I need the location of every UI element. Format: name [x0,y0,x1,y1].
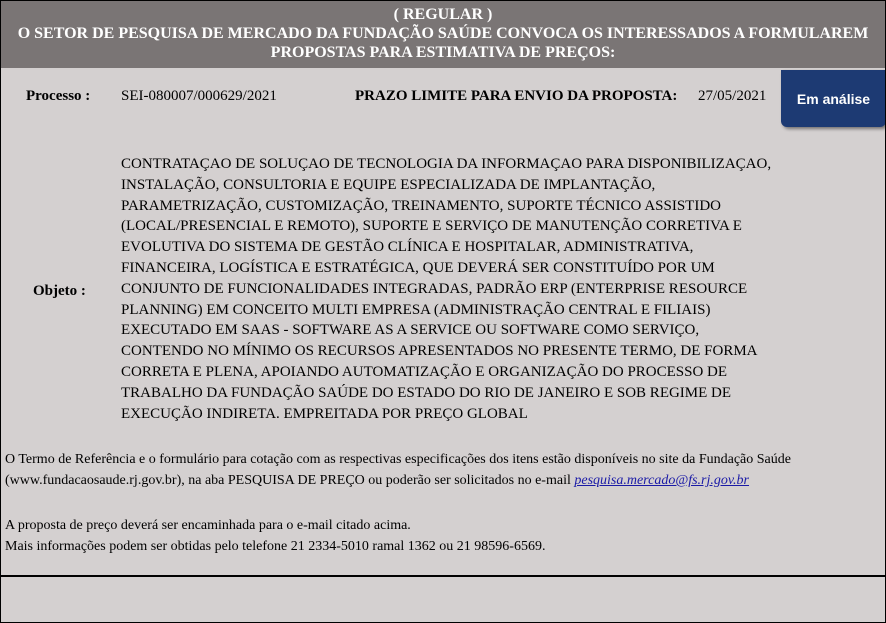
info-line-2-text: (www.fundacaosaude.rj.gov.br), na aba PESQUISA DE PREÇO ou poderão ser solicitados no e-mail [5,473,575,488]
process-row [1,88,885,108]
object-line: CONTRATAÇAO DE SOLUÇAO DE TECNOLOGIA DA INFORMAÇAO PARA DISPONIBILIZAÇAO, [121,156,772,172]
object-line: FINANCEIRA, LOGÍSTICA E ESTRATÉGICA, QUE DEVERÁ SER CONSTITUÍDO POR UM [121,259,715,276]
process-label: Processo : [26,88,91,104]
contact-line-1: A proposta de preço deverá ser encaminhada para o e-mail citado acima. [5,518,411,533]
object-line: TRABALHO DA FUNDAÇÃO SAÚDE DO ESTADO DO RIO DE JANEIRO E SOB REGIME DE [121,384,732,401]
notice-header [1,1,885,68]
object-line: CONTENDO NO MÍNIMO OS RECURSOS APRESENTADOS NO PRESENTE TERMO, DE FORMA [121,343,758,360]
deadline-date: 27/05/2021 [698,88,767,104]
object-line: CORRETA E PLENA, APOIANDO AUTOMATIZAÇÃO E ORGANIZAÇÃO DO PROCESSO DE [121,363,728,380]
header-subtitle: PROPOSTAS PARA ESTIMATIVA DE PREÇOS: [270,44,616,61]
header-title: O SETOR DE PESQUISA DE MERCADO DA FUNDAÇÃO SAÚDE CONVOCA OS INTERESSADOS A FORMULAREM [17,25,869,42]
deadline-label: PRAZO LIMITE PARA ENVIO DA PROPOSTA: [355,88,678,104]
object-description [121,154,821,424]
status-badge[interactable]: Em análise [781,70,886,127]
object-line: PLANNING) EM CONCEITO MULTI EMPRESA (ADMINISTRAÇÃO CENTRAL E FILIAIS) [121,301,711,318]
info-line-2 [5,470,881,491]
info-line-1: O Termo de Referência e o formulário para cotação com as respectivas especificações dos itens estão disponíveis no site da Fundação Saúde [5,452,791,467]
email-link[interactable]: pesquisa.mercado@fs.rj.gov.br [574,473,750,488]
object-line: CONJUNTO DE FUNCIONALIDADES INTEGRADAS, PADRÃO ERP (ENTERPRISE RESOURCE [121,280,748,297]
contact-line-2: Mais informações podem ser obtidas pelo telefone 21 2334-5010 ramal 1362 ou 21 98596-6569. [5,539,546,554]
object-line: EVOLUTIVA DO SISTEMA DE GESTÃO CLÍNICA E HOSPITALAR, ADMINISTRATIVA, [121,239,694,256]
contact-paragraph [5,515,545,557]
header-category: ( REGULAR ) [393,6,493,23]
object-label: Objeto : [33,283,86,299]
object-line: EXECUÇÃO INDIRETA. EMPREITADA POR PREÇO GLOBAL [121,405,528,422]
process-number: SEI-080007/000629/2021 [121,88,277,104]
object-line: INSTALAÇÃO, CONSULTORIA E EQUIPE ESPECIALIZADA DE IMPLANTAÇÃO, [121,176,656,193]
info-paragraph [5,449,881,491]
object-line: PARAMETRIZAÇÃO, CUSTOMIZAÇÃO, TREINAMENTO, SUPORTE TÉCNICO ASSISTIDO [121,197,721,214]
object-line: EXECUTADO EM SAAS - SOFTWARE AS A SERVICE OU SOFTWARE COMO SERVIÇO, [121,322,700,339]
object-line: (LOCAL/PRESENCIAL E REMOTO), SUPORTE E SERVIÇO DE MANUTENÇÃO CORRETIVA E [121,218,742,235]
divider [1,575,885,577]
